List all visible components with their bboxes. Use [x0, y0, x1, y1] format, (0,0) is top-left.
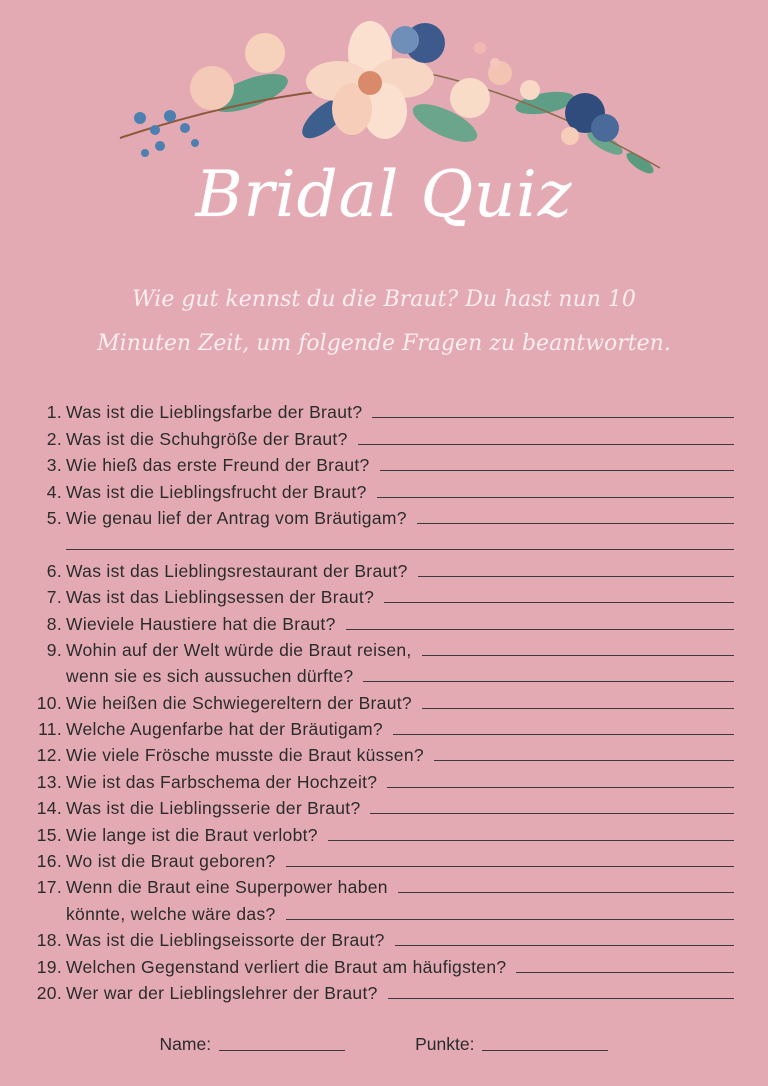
question-text: Wie hieß das erste Freund der Braut? — [66, 455, 370, 476]
question-text: Was ist die Lieblingseissorte der Braut? — [66, 930, 385, 951]
answer-line[interactable] — [418, 576, 734, 577]
answer-line[interactable] — [417, 523, 734, 524]
question-text: Wohin auf der Welt würde die Braut reisen, — [66, 639, 412, 660]
answer-line[interactable] — [384, 602, 734, 603]
question-number: 2. — [46, 428, 62, 449]
question-row — [22, 740, 734, 766]
answer-line[interactable] — [377, 497, 734, 498]
answer-line[interactable] — [393, 734, 734, 735]
answer-line[interactable] — [422, 708, 734, 709]
question-number: 10. — [36, 692, 62, 713]
question-continuation-row — [22, 898, 734, 924]
question-number: 7. — [46, 587, 62, 608]
question-row — [22, 766, 734, 792]
question-number: 14. — [36, 798, 62, 819]
question-text-continued: könnte, welche wäre das? — [66, 903, 276, 924]
question-text: Wieviele Haustiere hat die Braut? — [66, 613, 336, 634]
points-field[interactable] — [415, 1034, 608, 1055]
question-row — [22, 476, 734, 502]
question-text: Was ist die Schuhgröße der Braut? — [66, 428, 348, 449]
footer — [0, 1034, 768, 1055]
answer-line[interactable] — [363, 681, 734, 682]
question-number: 1. — [46, 402, 62, 423]
question-text: Wie ist das Farbschema der Hochzeit? — [66, 771, 378, 792]
question-text: Wenn die Braut eine Superpower haben — [66, 877, 388, 898]
question-text: Was ist das Lieblingsessen der Braut? — [66, 587, 375, 608]
question-text: Was ist das Lieblingsrestaurant der Braut? — [66, 560, 408, 581]
answer-line[interactable] — [370, 813, 734, 814]
subtitle-line-2: Minuten Zeit, um folgende Fragen zu beantworten. — [97, 331, 671, 356]
answer-line[interactable] — [395, 945, 734, 946]
answer-line[interactable] — [372, 417, 734, 418]
question-row — [22, 555, 734, 581]
question-number: 8. — [46, 613, 62, 634]
question-row — [22, 635, 734, 661]
name-field[interactable] — [160, 1034, 346, 1055]
question-text: Wie viele Frösche musste die Braut küssen? — [66, 745, 424, 766]
question-text: Wo ist die Braut geboren? — [66, 851, 276, 872]
answer-line[interactable] — [388, 998, 734, 999]
question-text: Wie lange ist die Braut verlobt? — [66, 824, 318, 845]
question-row — [22, 423, 734, 449]
answer-line[interactable] — [66, 549, 734, 550]
question-row — [22, 503, 734, 529]
answer-line[interactable] — [380, 470, 734, 471]
answer-line[interactable] — [346, 629, 734, 630]
answer-line[interactable] — [422, 655, 734, 656]
answer-line[interactable] — [398, 892, 734, 893]
question-row — [22, 608, 734, 634]
question-number: 17. — [36, 877, 62, 898]
question-text: Was ist die Lieblingsserie der Braut? — [66, 798, 361, 819]
question-row — [22, 978, 734, 1004]
question-text-continued: wenn sie es sich aussuchen dürfte? — [66, 666, 354, 687]
name-label: Name: — [159, 1034, 212, 1054]
question-row — [22, 450, 734, 476]
question-row — [22, 793, 734, 819]
question-text: Was ist die Lieblingsfarbe der Braut? — [66, 402, 363, 423]
question-row — [22, 846, 734, 872]
question-number: 13. — [36, 771, 62, 792]
question-text: Wie heißen die Schwiegereltern der Braut? — [66, 692, 412, 713]
question-text: Welche Augenfarbe hat der Bräutigam? — [66, 719, 383, 740]
subtitle-line-1: Wie gut kennst du die Braut? Du hast nun 10 — [132, 287, 636, 312]
question-text: Wer war der Lieblingslehrer der Braut? — [66, 982, 378, 1003]
answer-line[interactable] — [387, 787, 734, 788]
answer-line[interactable] — [434, 760, 734, 761]
answer-line[interactable] — [358, 444, 734, 445]
question-text: Was ist die Lieblingsfrucht der Braut? — [66, 481, 367, 502]
question-continuation-row — [22, 661, 734, 687]
question-row — [22, 872, 734, 898]
question-number: 11. — [38, 719, 62, 740]
name-answer-line[interactable] — [219, 1050, 345, 1051]
question-number: 4. — [46, 481, 62, 502]
answer-line[interactable] — [286, 919, 734, 920]
question-number: 20. — [36, 982, 62, 1003]
question-number: 6. — [46, 560, 62, 581]
subtitle — [60, 278, 708, 366]
extra-answer-row — [22, 529, 734, 555]
question-row — [22, 925, 734, 951]
question-list — [22, 397, 734, 1004]
question-text: Welchen Gegenstand verliert die Braut am häufigsten? — [66, 956, 507, 977]
question-row — [22, 951, 734, 977]
question-number: 3. — [46, 455, 62, 476]
question-row — [22, 714, 734, 740]
question-row — [22, 582, 734, 608]
points-answer-line[interactable] — [482, 1050, 608, 1051]
question-text: Wie genau lief der Antrag vom Bräutigam? — [66, 507, 407, 528]
points-label: Punkte: — [415, 1034, 475, 1054]
answer-line[interactable] — [286, 866, 734, 867]
question-number: 16. — [36, 851, 62, 872]
question-number: 15. — [36, 824, 62, 845]
answer-line[interactable] — [328, 840, 734, 841]
question-number: 12. — [36, 745, 62, 766]
question-number: 9. — [46, 639, 62, 660]
answer-line[interactable] — [516, 972, 734, 973]
question-number: 18. — [36, 930, 62, 951]
page-title: Bridal Quiz — [195, 158, 573, 232]
question-number: 5. — [46, 507, 62, 528]
question-row — [22, 819, 734, 845]
question-row — [22, 687, 734, 713]
question-row — [22, 397, 734, 423]
question-number: 19. — [36, 956, 62, 977]
